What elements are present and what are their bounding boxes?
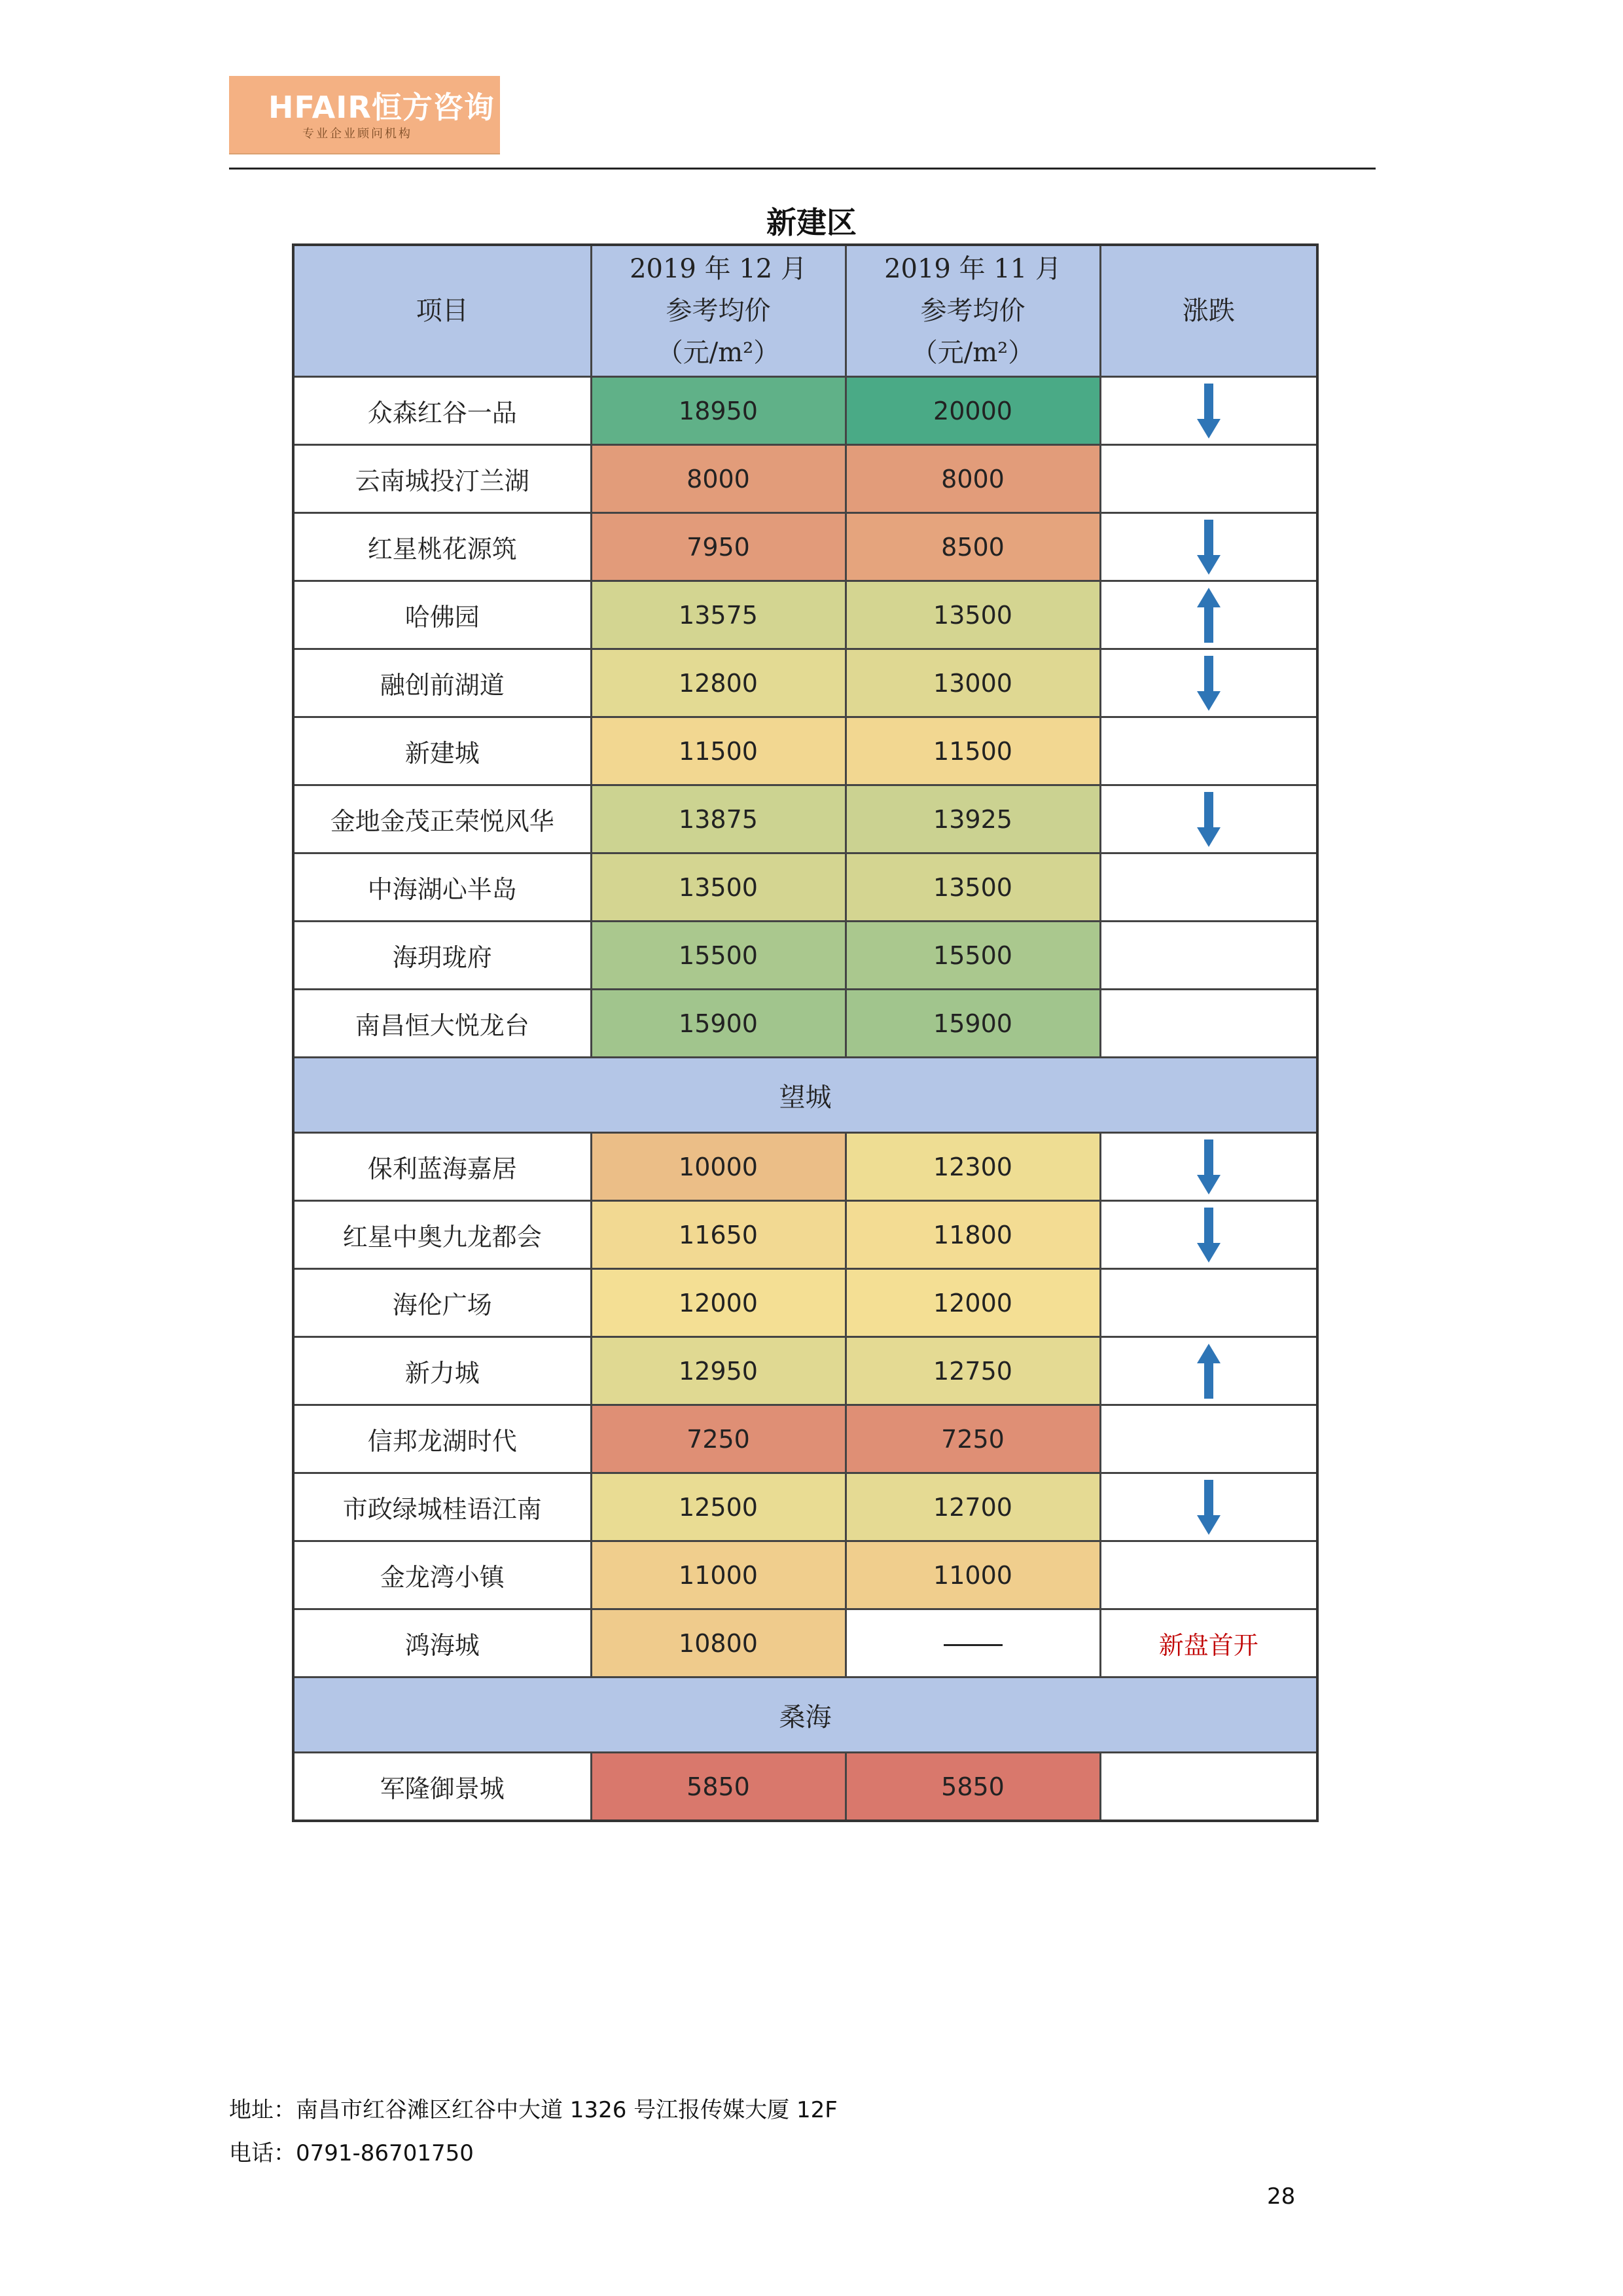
project-name: 众森红谷一品	[293, 377, 591, 445]
arrow-up-icon	[1196, 586, 1222, 644]
project-name: 新建城	[293, 717, 591, 785]
project-name: 海玥珑府	[293, 922, 591, 990]
header-nov-line1: 2019 年 11 月	[884, 254, 1061, 284]
price-dec-2019: 11500	[591, 717, 846, 785]
project-name: 保利蓝海嘉居	[293, 1133, 591, 1201]
new-launch-note: 新盘首开	[1100, 1609, 1317, 1677]
arrow-down-icon	[1196, 1138, 1222, 1196]
project-name: 军隆御景城	[293, 1753, 591, 1821]
page-number: 28	[1267, 2183, 1296, 2210]
trend-cell	[1100, 1541, 1317, 1609]
project-name: 金龙湾小镇	[293, 1541, 591, 1609]
table-row	[293, 1541, 1317, 1609]
header-divider	[229, 168, 1376, 170]
price-nov-2019: 12000	[846, 1269, 1100, 1337]
project-name: 红星桃花源筑	[293, 513, 591, 581]
dash-line	[944, 1644, 1003, 1646]
table-row	[293, 377, 1317, 445]
table-row	[293, 1133, 1317, 1201]
table-row	[293, 1405, 1317, 1473]
project-name: 哈佛园	[293, 581, 591, 649]
price-dec-2019: 12800	[591, 649, 846, 717]
table-row	[293, 1609, 1317, 1677]
price-dec-2019: 8000	[591, 445, 846, 513]
price-dec-2019: 10000	[591, 1133, 846, 1201]
logo-tagline: 专业企业顾问机构	[302, 127, 412, 141]
project-name: 中海湖心半岛	[293, 853, 591, 922]
price-dec-2019: 7950	[591, 513, 846, 581]
header-dec-line3: （元/m²）	[656, 338, 780, 368]
trend-cell	[1100, 377, 1317, 445]
footer-phone: 电话：0791-86701750	[229, 2140, 474, 2166]
project-name: 南昌恒大悦龙台	[293, 990, 591, 1058]
price-dec-2019: 18950	[591, 377, 846, 445]
company-logo	[229, 76, 500, 154]
price-dec-2019: 15900	[591, 990, 846, 1058]
price-dec-2019: 12500	[591, 1473, 846, 1541]
trend-cell	[1100, 717, 1317, 785]
price-dec-2019: 11000	[591, 1541, 846, 1609]
section-title: 望城	[293, 1058, 1317, 1133]
price-table	[292, 243, 1319, 1822]
table-row	[293, 785, 1317, 853]
trend-cell	[1100, 785, 1317, 853]
header-project: 项目	[293, 245, 591, 377]
price-nov-2019: 12300	[846, 1133, 1100, 1201]
table-row	[293, 922, 1317, 990]
trend-cell	[1100, 649, 1317, 717]
arrow-up-icon	[1196, 1342, 1222, 1400]
trend-cell	[1100, 1133, 1317, 1201]
project-name: 信邦龙湖时代	[293, 1405, 591, 1473]
trend-cell	[1100, 1405, 1317, 1473]
header-dec-line2: 参考均价	[666, 296, 771, 326]
section-row	[293, 1058, 1317, 1133]
table-row	[293, 1269, 1317, 1337]
price-dec-2019: 13875	[591, 785, 846, 853]
trend-cell	[1100, 1753, 1317, 1821]
table-row	[293, 649, 1317, 717]
project-name: 市政绿城桂语江南	[293, 1473, 591, 1541]
section-row	[293, 1677, 1317, 1753]
table-row	[293, 1201, 1317, 1269]
trend-cell	[1100, 1337, 1317, 1405]
price-nov-2019: 13000	[846, 649, 1100, 717]
price-nov-2019: 12700	[846, 1473, 1100, 1541]
table-row	[293, 1473, 1317, 1541]
arrow-down-icon	[1196, 1479, 1222, 1536]
price-nov-2019: 11500	[846, 717, 1100, 785]
header-nov	[846, 245, 1100, 377]
trend-cell	[1100, 1269, 1317, 1337]
price-nov-2019: 20000	[846, 377, 1100, 445]
no-price-cell	[846, 1609, 1100, 1677]
logo-brand: HFAIR恒方咨询	[268, 90, 495, 125]
price-dec-2019: 13575	[591, 581, 846, 649]
price-nov-2019: 13500	[846, 853, 1100, 922]
price-dec-2019: 7250	[591, 1405, 846, 1473]
header-change: 涨跌	[1100, 245, 1317, 377]
price-dec-2019: 12000	[591, 1269, 846, 1337]
price-nov-2019: 8500	[846, 513, 1100, 581]
trend-cell	[1100, 853, 1317, 922]
price-dec-2019: 10800	[591, 1609, 846, 1677]
price-nov-2019: 13500	[846, 581, 1100, 649]
price-nov-2019: 11800	[846, 1201, 1100, 1269]
header-dec	[591, 245, 846, 377]
footer-address: 地址：南昌市红谷滩区红谷中大道 1326 号江报传媒大厦 12F	[229, 2097, 838, 2123]
price-nov-2019: 13925	[846, 785, 1100, 853]
project-name: 鸿海城	[293, 1609, 591, 1677]
table-row	[293, 445, 1317, 513]
arrow-down-icon	[1196, 1206, 1222, 1264]
arrow-down-icon	[1196, 382, 1222, 440]
table-row	[293, 1337, 1317, 1405]
price-dec-2019: 5850	[591, 1753, 846, 1821]
header-dec-line1: 2019 年 12 月	[630, 254, 807, 284]
arrow-down-icon	[1196, 791, 1222, 848]
project-name: 融创前湖道	[293, 649, 591, 717]
project-name: 红星中奥九龙都会	[293, 1201, 591, 1269]
price-nov-2019: 7250	[846, 1405, 1100, 1473]
price-dec-2019: 12950	[591, 1337, 846, 1405]
project-name: 云南城投汀兰湖	[293, 445, 591, 513]
price-nov-2019: 11000	[846, 1541, 1100, 1609]
trend-cell	[1100, 513, 1317, 581]
project-name: 海伦广场	[293, 1269, 591, 1337]
table-header-row	[293, 245, 1317, 377]
price-dec-2019: 15500	[591, 922, 846, 990]
price-table-body	[293, 377, 1317, 1821]
price-nov-2019: 12750	[846, 1337, 1100, 1405]
price-nov-2019: 5850	[846, 1753, 1100, 1821]
table-row	[293, 990, 1317, 1058]
table-row	[293, 1753, 1317, 1821]
trend-cell	[1100, 1473, 1317, 1541]
trend-cell	[1100, 990, 1317, 1058]
table-row	[293, 581, 1317, 649]
section-title: 桑海	[293, 1677, 1317, 1753]
price-nov-2019: 15900	[846, 990, 1100, 1058]
project-name: 金地金茂正荣悦风华	[293, 785, 591, 853]
table-row	[293, 717, 1317, 785]
arrow-down-icon	[1196, 655, 1222, 712]
trend-cell	[1100, 922, 1317, 990]
table-row	[293, 853, 1317, 922]
header-nov-line2: 参考均价	[920, 296, 1026, 326]
project-name: 新力城	[293, 1337, 591, 1405]
trend-cell	[1100, 1201, 1317, 1269]
table-row	[293, 513, 1317, 581]
arrow-down-icon	[1196, 518, 1222, 576]
price-dec-2019: 11650	[591, 1201, 846, 1269]
header-nov-line3: （元/m²）	[911, 338, 1035, 368]
price-dec-2019: 13500	[591, 853, 846, 922]
price-nov-2019: 15500	[846, 922, 1100, 990]
price-nov-2019: 8000	[846, 445, 1100, 513]
trend-cell	[1100, 445, 1317, 513]
trend-cell	[1100, 581, 1317, 649]
page-title: 新建区	[766, 205, 857, 240]
